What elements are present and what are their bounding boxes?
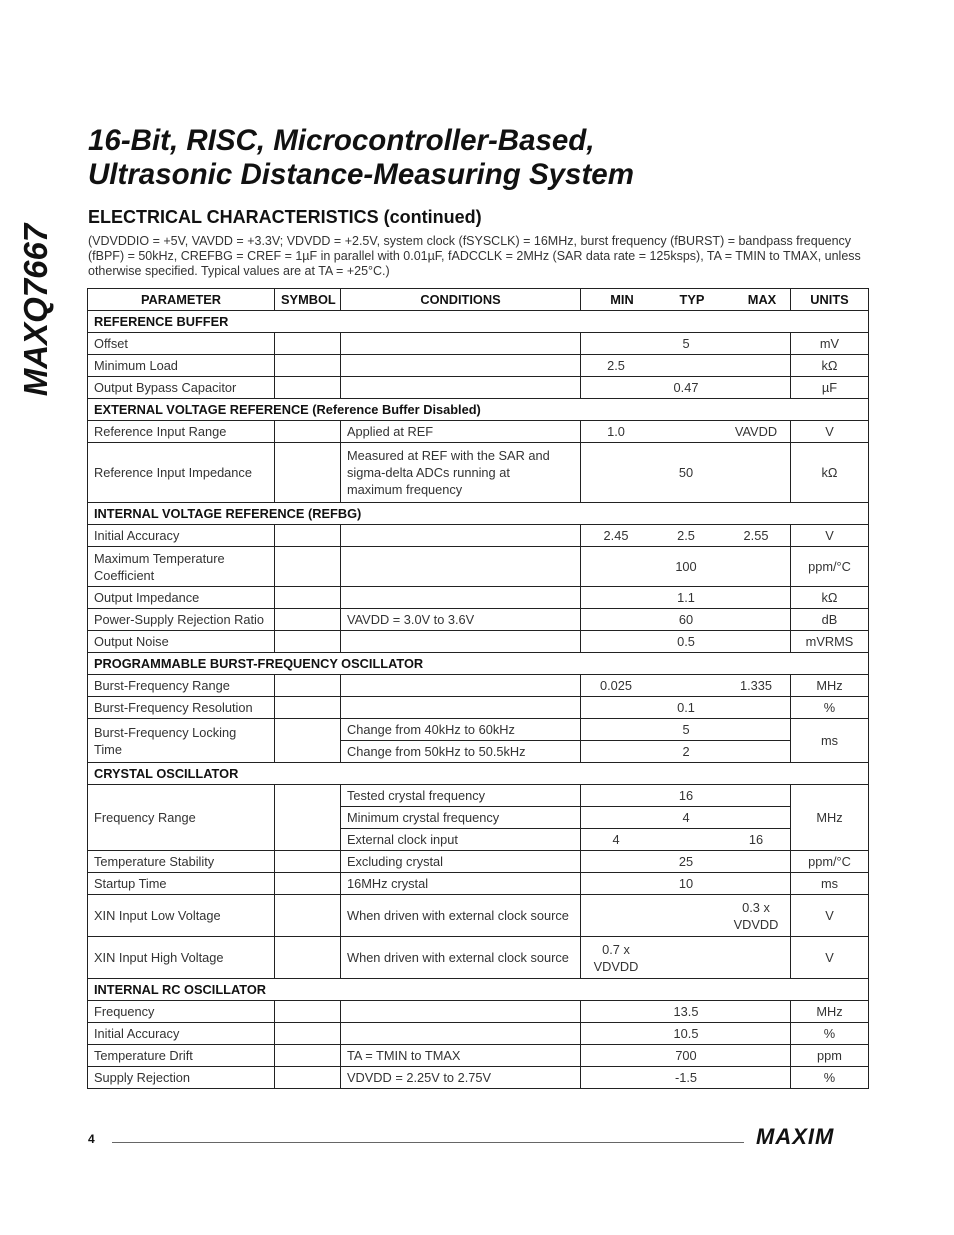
page-number: 4 xyxy=(88,1132,95,1146)
table-row: Initial Accuracy 2.45 2.5 2.55 V xyxy=(88,525,869,547)
test-conditions: (VDVDDIO = +5V, VAVDD = +3.3V; VDVDD = +2.5V, system clock (fSYSCLK) = 16MHz, burst frequency (fBURST) = bandpass frequency (fBPF) = 50kHz, CREFBG = CREF = 1µF in parallel with 0.01µF, fADCCLK = 2MHz (SAR data rate = 125ksps), TA = TMIN to TMAX, unless otherwise specified. Typical values are at TA = +25°C.) xyxy=(88,234,861,278)
section-row: PROGRAMMABLE BURST-FREQUENCY OSCILLATOR xyxy=(88,653,869,675)
table-row: Minimum crystal frequency 4 xyxy=(88,807,869,829)
section-row: CRYSTAL OSCILLATOR xyxy=(88,763,869,785)
table-row: Maximum Temperature Coefficient 100 ppm/°C xyxy=(88,547,869,587)
table-row: Reference Input Impedance Measured at REF with the SAR and sigma-delta ADCs running at maximum frequency 50 kΩ xyxy=(88,443,869,503)
table-row: Burst-Frequency Range 0.025 1.335 MHz xyxy=(88,675,869,697)
footer-divider xyxy=(112,1142,744,1143)
header-symbol: SYMBOL xyxy=(275,289,341,311)
section-row: INTERNAL VOLTAGE REFERENCE (REFBG) xyxy=(88,503,869,525)
table-row: Temperature Drift TA = TMIN to TMAX 700 ppm xyxy=(88,1045,869,1067)
table-row: Minimum Load 2.5 kΩ xyxy=(88,355,869,377)
electrical-characteristics-table xyxy=(87,288,868,1089)
table-row: Output Noise 0.5 mVRMS xyxy=(88,631,869,653)
table-header-row xyxy=(88,289,869,311)
table-row: External clock input 4 16 xyxy=(88,829,869,851)
table-row: Output Impedance 1.1 kΩ xyxy=(88,587,869,609)
section-row: INTERNAL RC OSCILLATOR xyxy=(88,979,869,1001)
table-row: Supply Rejection VDVDD = 2.25V to 2.75V -1.5 % xyxy=(88,1067,869,1089)
page-title: 16-Bit, RISC, Microcontroller-Based, Ultrasonic Distance-Measuring System xyxy=(88,124,634,191)
header-conditions: CONDITIONS xyxy=(341,289,581,311)
table-row: Startup Time 16MHz crystal 10 ms xyxy=(88,873,869,895)
table-row: Frequency 13.5 MHz xyxy=(88,1001,869,1023)
header-units: UNITS xyxy=(791,289,869,311)
section-row: REFERENCE BUFFER xyxy=(88,311,869,333)
table-row: XIN Input Low Voltage When driven with external clock source 0.3 x VDVDD V xyxy=(88,895,869,937)
table-row: Frequency Range Tested crystal frequency 16 MHz xyxy=(88,785,869,807)
table-row: Temperature Stability Excluding crystal 25 ppm/°C xyxy=(88,851,869,873)
section-row: EXTERNAL VOLTAGE REFERENCE (Reference Buffer Disabled) xyxy=(88,399,869,421)
table-row: Reference Input Range Applied at REF 1.0 VAVDD V xyxy=(88,421,869,443)
maxim-logo: MAXIM xyxy=(756,1124,835,1149)
header-values: MIN TYP MAX xyxy=(581,289,791,311)
table-row: XIN Input High Voltage When driven with external clock source 0.7 x VDVDD V xyxy=(88,937,869,979)
table-row: Output Bypass Capacitor 0.47 µF xyxy=(88,377,869,399)
table-row: Initial Accuracy 10.5 % xyxy=(88,1023,869,1045)
header-parameter: PARAMETER xyxy=(88,289,275,311)
side-part-number: MAXQ7667 xyxy=(17,223,55,397)
table-row: Burst-Frequency Locking Time Change from 40kHz to 60kHz 5 ms xyxy=(88,719,869,741)
table-row: Change from 50kHz to 50.5kHz 2 xyxy=(88,741,869,763)
table-row: Offset 5 mV xyxy=(88,333,869,355)
table-row: Power-Supply Rejection Ratio VAVDD = 3.0V to 3.6V 60 dB xyxy=(88,609,869,631)
section-heading: ELECTRICAL CHARACTERISTICS (continued) xyxy=(88,207,482,227)
table-row: Burst-Frequency Resolution 0.1 % xyxy=(88,697,869,719)
